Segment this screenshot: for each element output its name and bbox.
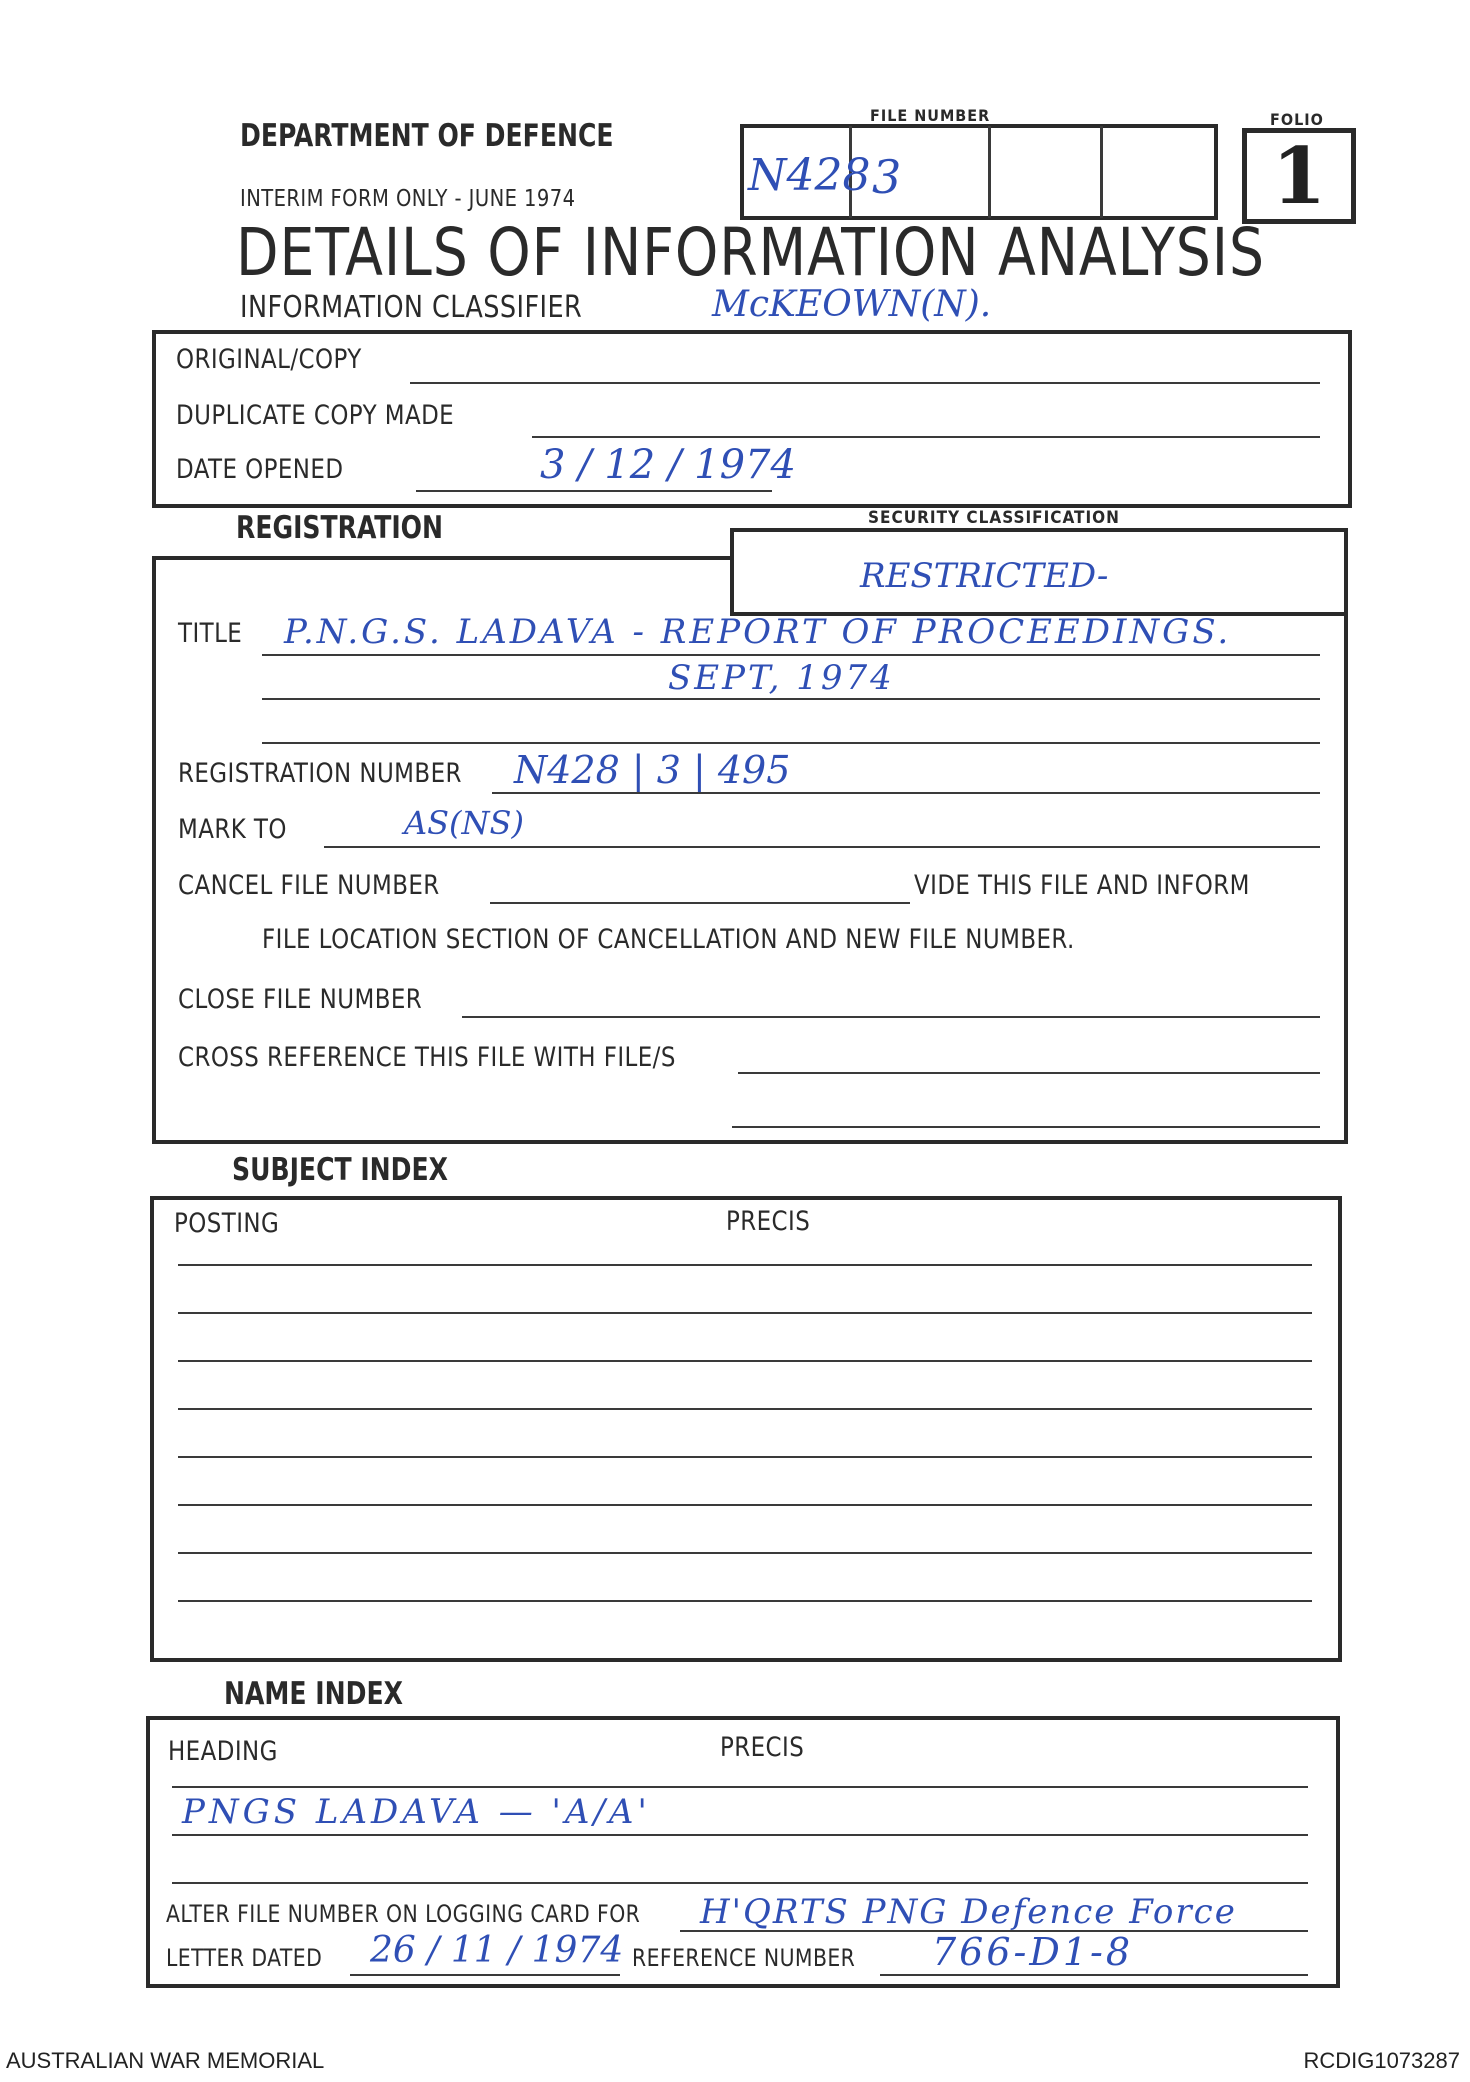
department-title: DEPARTMENT OF DEFENCE [240,118,614,154]
title-line-2 [262,698,1320,700]
date-opened-value: 3 / 12 / 1974 [540,442,796,488]
reg-number-label: REGISTRATION NUMBER [178,758,462,789]
reg-number-line [492,792,1320,794]
reference-value: 766-D1-8 [932,1930,1134,1974]
classifier-label: INFORMATION CLASSIFIER [240,290,583,325]
close-line [462,1016,1320,1018]
letter-dated-value: 26 / 11 / 1974 [370,1930,624,1971]
name-index-heading: NAME INDEX [224,1676,404,1712]
title-value-1: P.N.G.S. LADAVA - REPORT OF PROCEEDINGS. [284,612,1232,652]
subject-line [178,1360,1312,1362]
title-label: TITLE [178,618,243,649]
folio-number: 1 [1271,130,1327,222]
title-value-2: SEPT, 1974 [668,658,895,698]
cross-ref-line [738,1072,1320,1074]
close-label: CLOSE FILE NUMBER [178,984,423,1015]
reg-number-value: N428 | 3 | 495 [514,748,791,792]
mark-to-line [324,846,1320,848]
security-value: RESTRICTED- [860,556,1109,596]
date-opened-label: DATE OPENED [176,454,344,485]
file-location-label: FILE LOCATION SECTION OF CANCELLATION AND NEW FILE NUMBER. [262,924,1075,955]
cross-ref-line-2 [732,1126,1320,1128]
letter-dated-line [350,1974,620,1976]
cross-ref-label: CROSS REFERENCE THIS FILE WITH FILE/S [178,1042,676,1073]
subject-line [178,1456,1312,1458]
letter-dated-label: LETTER DATED [166,1944,323,1972]
footer-left: AUSTRALIAN WAR MEMORIAL [6,2048,325,2073]
subject-line [178,1504,1312,1506]
file-cell-divider [988,126,991,218]
file-number-cell: N428 [748,150,871,201]
registration-heading: REGISTRATION [236,510,444,546]
subject-line [178,1264,1312,1266]
posting-label: POSTING [174,1208,280,1239]
subject-precis-label: PRECIS [726,1206,811,1237]
form-title: DETAILS OF INFORMATION ANALYSIS [236,214,1265,291]
cancel-label: CANCEL FILE NUMBER [178,870,440,901]
file-number-label: FILE NUMBER [870,106,991,125]
title-line-3 [262,742,1320,744]
name-precis-label: PRECIS [720,1732,805,1763]
name-line [172,1786,1308,1788]
alter-value: H'QRTS PNG Defence Force [700,1892,1237,1932]
reference-line [880,1974,1308,1976]
date-opened-line [416,490,772,492]
classifier-value: McKEOWN(N). [712,284,992,325]
duplicate-line [532,436,1320,438]
title-line-1 [262,654,1320,656]
mark-to-label: MARK TO [178,814,287,845]
name-heading-label: HEADING [168,1736,278,1767]
vide-label: VIDE THIS FILE AND INFORM [914,870,1250,901]
subject-line [178,1600,1312,1602]
cancel-line [490,902,910,904]
subject-index-heading: SUBJECT INDEX [232,1152,449,1188]
mark-to-value: AS(NS) [404,804,524,842]
name-line [172,1882,1308,1884]
subject-line [178,1552,1312,1554]
security-label: SECURITY CLASSIFICATION [868,508,1120,528]
duplicate-label: DUPLICATE COPY MADE [176,400,455,431]
subject-line [178,1408,1312,1410]
original-copy-label: ORIGINAL/COPY [176,344,362,375]
footer-right: RCDIG1073287 [1303,2048,1460,2073]
name-entry: PNGS LADAVA — 'A/A' [182,1792,651,1832]
name-line [172,1834,1308,1836]
reference-label: REFERENCE NUMBER [632,1944,856,1972]
folio-label: FOLIO [1270,110,1324,129]
file-number-cell: 3 [872,150,902,204]
alter-label: ALTER FILE NUMBER ON LOGGING CARD FOR [166,1900,641,1928]
original-copy-line [410,382,1320,384]
subject-line [178,1312,1312,1314]
interim-note: INTERIM FORM ONLY - JUNE 1974 [240,186,576,212]
file-cell-divider [1100,126,1103,218]
